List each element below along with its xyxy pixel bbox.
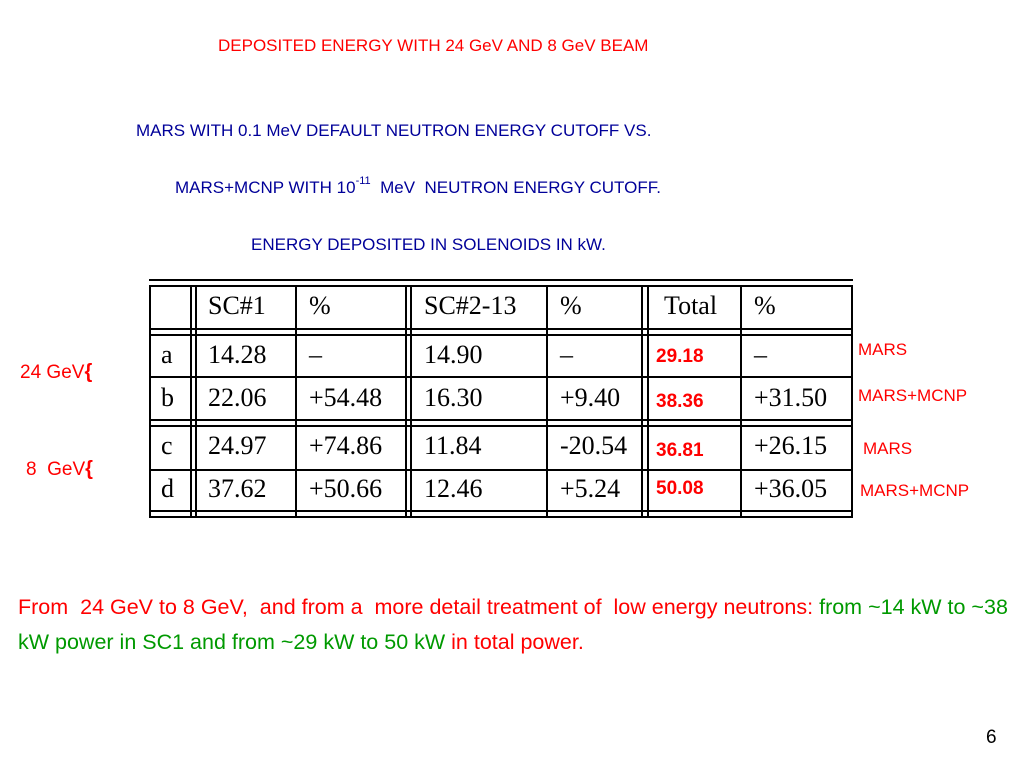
slide-title: DEPOSITED ENERGY WITH 24 GeV AND 8 GeV BEAM (218, 36, 649, 55)
subtitle-line-2-exponent: -11 (355, 175, 371, 187)
table-rule-header-1 (149, 328, 853, 330)
cell-sc2-pct: – (560, 340, 573, 369)
method-label-b: MARS+MCNP (858, 386, 968, 405)
header-sc1: SC#1 (208, 291, 266, 320)
header-sc2: SC#2-13 (424, 291, 517, 320)
cell-sc2-pct: +9.40 (560, 383, 621, 412)
cell-total-pct: – (754, 340, 767, 369)
conclusion-red-part: From 24 GeV to 8 GeV, and from a more detail treatment of low energy neutrons: (18, 595, 814, 619)
table-vrule-sc2 (546, 285, 548, 516)
cell-sc1-pct: +74.86 (309, 431, 383, 460)
cell-total: 36.81 (656, 440, 704, 461)
group-label-24gev (20, 361, 92, 384)
conclusion-green-part: from ~14 kW to ~38 kW power in SC1 and from ~29 kW to 50 kW (18, 595, 1008, 654)
table-vrule-total (740, 285, 742, 516)
header-total: Total (664, 291, 718, 320)
conclusion-paragraph (18, 590, 1008, 660)
row-label: c (161, 431, 173, 460)
table-rule-top-1 (149, 279, 853, 281)
table-vrule-sc1pct-2 (410, 285, 412, 516)
table-vrule-sc1pct-1 (405, 285, 407, 516)
table-rule-mid-2 (149, 425, 853, 427)
header-sc1-pct: % (309, 291, 331, 320)
table-rule-row-ab (149, 376, 853, 378)
table-vrule-sc2pct-1 (641, 285, 643, 516)
cell-total: 38.36 (656, 391, 704, 412)
row-label: b (161, 383, 174, 412)
table-vrule-sc1 (295, 285, 297, 516)
cell-sc2: 14.90 (424, 340, 483, 369)
subtitle-line-2-suffix: MeV NEUTRON ENERGY CUTOFF. (370, 178, 661, 197)
page-number: 6 (986, 727, 997, 748)
group-label-24gev-text: 24 GeV (20, 362, 85, 383)
row-label: a (161, 340, 173, 369)
header-sc2-pct: % (560, 291, 582, 320)
table-rule-bottom-1 (149, 510, 853, 512)
cell-sc2: 12.46 (424, 474, 483, 503)
subtitle-line-1: MARS WITH 0.1 MeV DEFAULT NEUTRON ENERGY CUTOFF VS. (136, 121, 652, 140)
table-rule-header-2 (149, 334, 853, 336)
group-label-8gev-text: 8 GeV (26, 459, 86, 480)
subtitle-line-2 (175, 175, 661, 198)
table-rule-top-2 (149, 285, 853, 287)
group-brace-8gev: { (85, 458, 93, 480)
header-total-pct: % (754, 291, 776, 320)
cell-sc2-pct: +5.24 (560, 474, 621, 503)
cell-sc1-pct: +50.66 (309, 474, 383, 503)
table-vrule-right (851, 285, 853, 516)
cell-total-pct: +36.05 (754, 474, 828, 503)
row-label: d (161, 474, 174, 503)
cell-total-pct: +31.50 (754, 383, 828, 412)
subtitle-line-3: ENERGY DEPOSITED IN SOLENOIDS IN kW. (251, 235, 606, 254)
cell-sc2-pct: -20.54 (560, 431, 628, 460)
table-rule-mid-1 (149, 419, 853, 421)
table-vrule-label-2 (195, 285, 197, 516)
cell-sc1-pct: – (309, 340, 322, 369)
method-label-c: MARS (863, 439, 913, 458)
method-label-d: MARS+MCNP (860, 481, 970, 500)
cell-sc1: 24.97 (208, 431, 267, 460)
cell-total: 29.18 (656, 346, 704, 367)
cell-sc1: 22.06 (208, 383, 267, 412)
method-label-a: MARS (858, 340, 908, 359)
table-rule-row-cd (149, 469, 853, 471)
cell-sc2: 11.84 (424, 431, 482, 460)
group-brace-24gev: { (84, 361, 93, 383)
conclusion-tail: in total power. (451, 630, 584, 654)
group-label-8gev (26, 458, 93, 481)
cell-sc2: 16.30 (424, 383, 483, 412)
cell-sc1: 14.28 (208, 340, 267, 369)
table-vrule-left (149, 285, 151, 516)
cell-total-pct: +26.15 (754, 431, 828, 460)
subtitle-line-2-prefix: MARS+MCNP WITH 10 (175, 178, 356, 197)
cell-sc1: 37.62 (208, 474, 267, 503)
table-vrule-sc2pct-2 (647, 285, 649, 516)
cell-total: 50.08 (656, 478, 704, 499)
table-rule-bottom-2 (149, 516, 853, 518)
table-vrule-label-1 (190, 285, 192, 516)
cell-sc1-pct: +54.48 (309, 383, 383, 412)
